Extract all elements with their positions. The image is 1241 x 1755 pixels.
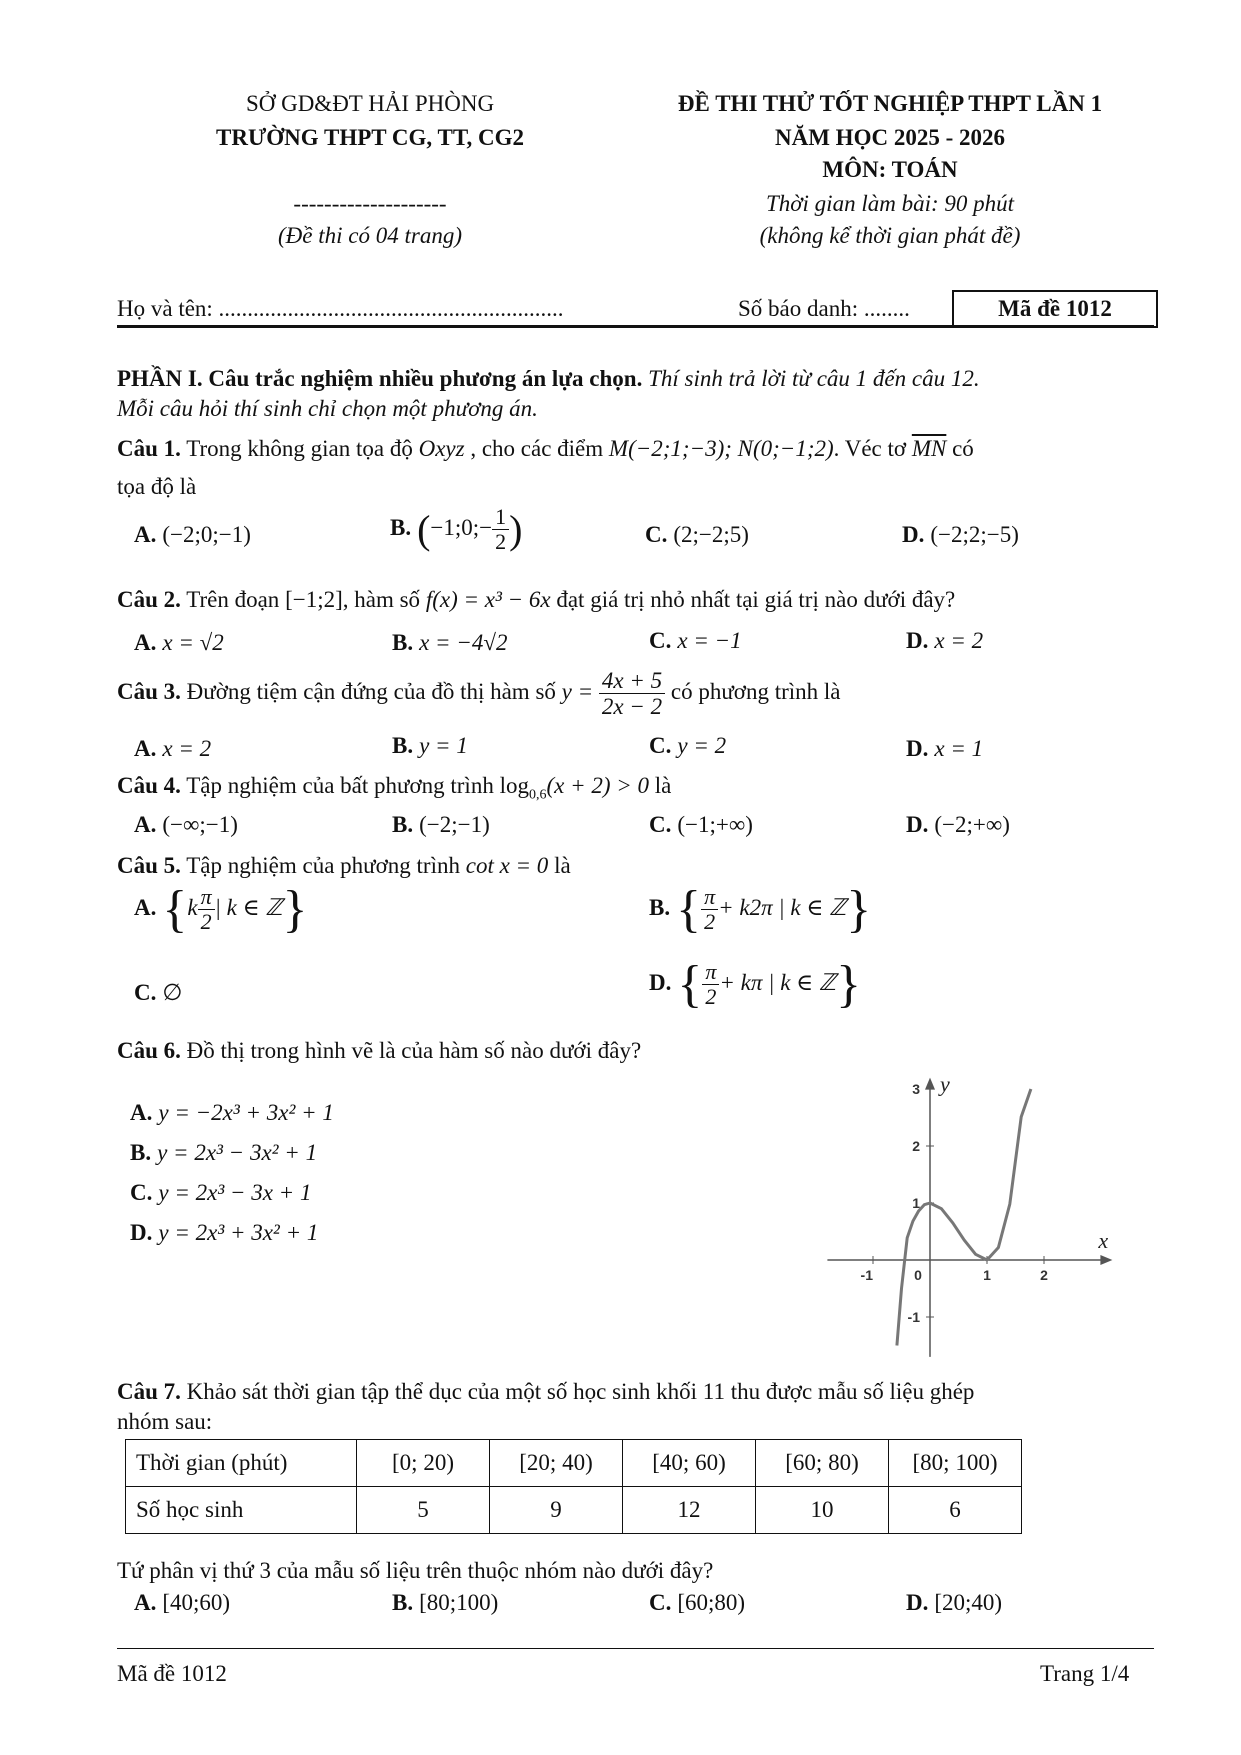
- option-b[interactable]: [392, 812, 490, 838]
- option-label: B.: [649, 894, 671, 920]
- option-b[interactable]: [649, 880, 871, 939]
- fraction: [492, 505, 509, 554]
- function-lhs: y =: [561, 679, 594, 705]
- option-value: (−2;2;−5): [930, 522, 1019, 547]
- option-b[interactable]: [392, 1590, 498, 1616]
- option-value: y = 2x³ + 3x² + 1: [158, 1220, 319, 1245]
- option-a[interactable]: [134, 1590, 230, 1616]
- log-base: 0,6: [528, 787, 547, 803]
- option-value: x = 2: [162, 736, 212, 761]
- part1-instruction-2: Mỗi câu hỏi thí sinh chỉ chọn một phương án.: [117, 396, 538, 421]
- question-label: Câu 1.: [117, 436, 181, 461]
- vector-mn: $\overline{MN}$: [911, 436, 947, 461]
- option-value: [40;60): [162, 1590, 231, 1615]
- numerator: π: [701, 885, 718, 910]
- option-label: B.: [130, 1140, 152, 1165]
- y-tick-label: 2: [912, 1138, 920, 1154]
- option-label: C.: [649, 1590, 672, 1615]
- paren: (: [417, 507, 431, 553]
- question-6: [117, 1037, 641, 1065]
- footer-divider: [117, 1648, 1154, 1649]
- option-label: B.: [390, 514, 412, 540]
- option-label: A.: [134, 894, 157, 920]
- option-value: (−2;−1): [419, 812, 490, 837]
- table-header-row: [126, 1440, 1022, 1487]
- frequency-table: [125, 1439, 1022, 1534]
- question-text: Khảo sát thời gian tập thể dục của một số học sinh khối 11 thu được mẫu số liệu ghép: [180, 1379, 975, 1404]
- header-divider: [117, 325, 1154, 328]
- option-value: ∅: [162, 980, 183, 1005]
- y-axis-label: y: [940, 1071, 950, 1097]
- option-value: [60;80): [677, 1590, 746, 1615]
- option-label: D.: [906, 812, 929, 837]
- option-value: + kπ | k ∈ ℤ: [719, 969, 837, 995]
- option-d[interactable]: [902, 522, 1019, 548]
- option-label: C.: [649, 812, 672, 837]
- option-b[interactable]: [392, 733, 468, 759]
- log-symbol: log: [499, 773, 529, 798]
- denominator: 2: [200, 909, 212, 934]
- question-text: Trên đoạn: [180, 587, 286, 612]
- table-cell: Số học sinh: [126, 1487, 357, 1534]
- exam-time: Thời gian làm bài: 90 phút: [765, 191, 1015, 216]
- option-a[interactable]: [134, 812, 238, 838]
- option-a[interactable]: [134, 880, 308, 939]
- question-4: [117, 772, 671, 804]
- fraction: [198, 885, 215, 934]
- option-d[interactable]: [130, 1220, 318, 1246]
- brace: {: [676, 881, 702, 938]
- option-value: (−2;+∞): [934, 812, 1010, 837]
- y-tick-label: 3: [912, 1081, 920, 1097]
- question-1-continued: tọa độ là: [117, 474, 197, 499]
- option-label: A.: [130, 1100, 153, 1125]
- table-header-cell: [80; 100): [889, 1440, 1022, 1487]
- option-d[interactable]: [649, 955, 861, 1014]
- student-id-label: Số báo danh: ........: [738, 296, 910, 321]
- option-label: A.: [134, 522, 157, 547]
- question-text: Đồ thị trong hình vẽ là của hàm số nào dưới đây?: [180, 1038, 642, 1063]
- option-value: k: [187, 894, 198, 920]
- y-tick-label: -1: [907, 1309, 920, 1325]
- subject: MÔN: TOÁN: [822, 157, 958, 182]
- function-expression: f(x) = x³ − 6x: [425, 587, 551, 612]
- table-cell: 12: [623, 1487, 756, 1534]
- exam-title: ĐỀ THI THỬ TỐT NGHIỆP THPT LẦN 1: [677, 91, 1103, 116]
- question-label: Câu 7.: [117, 1379, 181, 1404]
- x-axis-label: x: [1098, 1228, 1109, 1253]
- option-label: B.: [392, 733, 414, 758]
- option-a[interactable]: [134, 736, 211, 762]
- question-text: đạt giá trị nhỏ nhất tại giá trị nào dưới đây?: [550, 587, 956, 612]
- option-value: y = 1: [419, 733, 468, 758]
- brace: {: [162, 881, 188, 938]
- brace: }: [846, 881, 872, 938]
- option-c[interactable]: [649, 1590, 745, 1616]
- paren: ): [509, 507, 523, 553]
- y-tick-label: 1: [912, 1195, 920, 1211]
- function-fraction: [599, 668, 665, 720]
- option-value: y = 2x³ − 3x² + 1: [157, 1140, 318, 1165]
- brace: {: [677, 956, 703, 1013]
- school-name: TRƯỜNG THPT CG, TT, CG2: [216, 125, 524, 150]
- log-argument: (x + 2) > 0: [546, 773, 650, 798]
- points-expression: M(−2;1;−3); N(0;−1;2): [608, 436, 834, 461]
- part1-title: PHẦN I. Câu trắc nghiệm nhiều phương án lựa chọn.: [117, 366, 643, 391]
- option-label: B.: [392, 630, 414, 655]
- table-header-cell: [60; 80): [756, 1440, 889, 1487]
- denominator: 2: [704, 909, 716, 934]
- option-value: (2;−2;5): [673, 522, 749, 547]
- option-c[interactable]: [134, 980, 182, 1006]
- brace: }: [282, 881, 308, 938]
- question-2: [117, 586, 955, 614]
- school-department: SỞ GD&ĐT HẢI PHÒNG: [245, 91, 495, 116]
- option-label: C.: [645, 522, 668, 547]
- page-count-note: (Đề thi có 04 trang): [278, 223, 462, 248]
- option-value: [80;100): [419, 1590, 499, 1615]
- question-label: Câu 3.: [117, 679, 181, 705]
- option-value: −1;0;−: [430, 514, 493, 540]
- option-label: B.: [392, 812, 414, 837]
- option-c[interactable]: [645, 522, 749, 548]
- brace: }: [836, 956, 862, 1013]
- equation: cot x = 0: [465, 853, 549, 878]
- x-tick-label: 2: [1040, 1267, 1048, 1283]
- part1-heading: [117, 365, 980, 393]
- option-b[interactable]: [392, 630, 507, 656]
- option-value: (−1;+∞): [677, 812, 753, 837]
- question-label: Câu 5.: [117, 853, 181, 878]
- table-cell: 5: [357, 1487, 490, 1534]
- option-c[interactable]: [130, 1180, 311, 1206]
- table-cell: 10: [756, 1487, 889, 1534]
- numerator: 4x + 5: [599, 668, 665, 694]
- option-label: D.: [649, 969, 672, 995]
- question-text: Tập nghiệm của bất phương trình: [180, 773, 500, 798]
- numerator: π: [702, 960, 719, 985]
- option-c[interactable]: [649, 733, 726, 759]
- option-value: (−∞;−1): [162, 812, 238, 837]
- option-label: A.: [134, 812, 157, 837]
- question-text: có phương trình là: [665, 679, 841, 705]
- numerator: 1: [492, 505, 509, 530]
- table-row: [126, 1487, 1022, 1534]
- option-label: D.: [906, 1590, 929, 1615]
- option-label: D.: [906, 736, 929, 761]
- question-7-continued: nhóm sau:: [117, 1409, 213, 1434]
- question-text: Đường tiệm cận đứng của đồ thị hàm số: [180, 679, 562, 705]
- option-a[interactable]: [134, 630, 224, 656]
- function-curve: [897, 1089, 1031, 1346]
- option-label: A.: [134, 736, 157, 761]
- option-value: [20;40): [934, 1590, 1003, 1615]
- question-text: là: [649, 773, 672, 798]
- option-a[interactable]: [130, 1100, 334, 1126]
- option-label: A.: [134, 630, 157, 655]
- option-value: | k ∈ ℤ: [214, 894, 283, 920]
- option-d[interactable]: [906, 812, 1010, 838]
- name-field-label: Họ và tên: ............................................................: [117, 296, 564, 321]
- question-label: Câu 2.: [117, 587, 181, 612]
- x-axis-arrow: [1100, 1255, 1112, 1265]
- footer-exam-code: Mã đề 1012: [117, 1661, 227, 1686]
- table-header-cell: [0; 20): [357, 1440, 490, 1487]
- table-header-cell: Thời gian (phút): [126, 1440, 357, 1487]
- option-label: C.: [130, 1180, 153, 1205]
- part1-instruction: Thí sinh trả lời từ câu 1 đến câu 12.: [642, 366, 980, 391]
- question-5: [117, 852, 571, 880]
- question-7: [117, 1378, 974, 1406]
- page-number: Trang 1/4: [1040, 1661, 1130, 1686]
- numerator: π: [198, 885, 215, 910]
- fraction: [702, 960, 719, 1009]
- option-a[interactable]: [134, 522, 251, 548]
- option-value: x = 1: [934, 736, 984, 761]
- option-b[interactable]: [130, 1140, 317, 1166]
- x-tick-label: 1: [983, 1267, 991, 1283]
- option-label: C.: [649, 628, 672, 653]
- option-value: x = 2: [934, 628, 984, 653]
- option-value: y = 2x³ − 3x + 1: [158, 1180, 312, 1205]
- x-tick-label: -1: [860, 1267, 873, 1283]
- option-d[interactable]: [906, 736, 983, 762]
- denominator: 2: [705, 984, 717, 1009]
- option-value: y = 2: [677, 733, 727, 758]
- option-label: D.: [902, 522, 925, 547]
- question-3: [117, 668, 841, 720]
- school-year: NĂM HỌC 2025 - 2026: [775, 125, 1005, 150]
- y-axis-arrow: [925, 1078, 935, 1090]
- question-7-prompt: Tứ phân vị thứ 3 của mẫu số liệu trên thuộc nhóm nào dưới đây?: [117, 1558, 714, 1583]
- option-value: y = −2x³ + 3x² + 1: [158, 1100, 334, 1125]
- option-label: B.: [392, 1590, 414, 1615]
- coordinate-system: Oxyz: [418, 436, 465, 461]
- option-d[interactable]: [906, 1590, 1002, 1616]
- option-label: D.: [130, 1220, 153, 1245]
- question-label: Câu 6.: [117, 1038, 181, 1063]
- header-dashes: --------------------: [293, 191, 447, 216]
- option-value: x = −4√2: [419, 630, 508, 655]
- question-text: . Véc tơ: [833, 436, 912, 461]
- question-text: , cho các điểm: [464, 436, 609, 461]
- question-label: Câu 4.: [117, 773, 181, 798]
- option-label: C.: [134, 980, 157, 1005]
- option-c[interactable]: [649, 628, 742, 654]
- table-cell: 6: [889, 1487, 1022, 1534]
- question-text: là: [548, 853, 571, 878]
- x-tick-label: 0: [914, 1267, 922, 1283]
- question-text: , hàm số: [342, 587, 426, 612]
- question-1: [117, 435, 974, 463]
- option-c[interactable]: [649, 812, 753, 838]
- denominator: 2: [495, 529, 507, 555]
- interval: [−1;2]: [285, 587, 343, 612]
- option-value: x = √2: [162, 630, 224, 655]
- option-label: D.: [906, 628, 929, 653]
- exam-time-note: (không kể thời gian phát đề): [759, 223, 1021, 248]
- option-value: + k2π | k ∈ ℤ: [718, 894, 847, 920]
- denominator: 2x − 2: [601, 694, 663, 720]
- option-value: (−2;0;−1): [162, 522, 251, 547]
- exam-code-box: Mã đề 1012: [952, 290, 1158, 328]
- option-b[interactable]: [390, 505, 522, 554]
- table-header-cell: [20; 40): [490, 1440, 623, 1487]
- option-label: A.: [134, 1590, 157, 1615]
- option-d[interactable]: [906, 628, 983, 654]
- cubic-function-graph: [820, 1060, 1120, 1360]
- option-label: C.: [649, 733, 672, 758]
- option-value: x = −1: [677, 628, 742, 653]
- table-cell: 9: [490, 1487, 623, 1534]
- fraction: [701, 885, 718, 934]
- question-text: Tập nghiệm của phương trình: [180, 853, 466, 878]
- question-text: Trong không gian tọa độ: [180, 436, 419, 461]
- question-text: có: [946, 436, 974, 461]
- table-header-cell: [40; 60): [623, 1440, 756, 1487]
